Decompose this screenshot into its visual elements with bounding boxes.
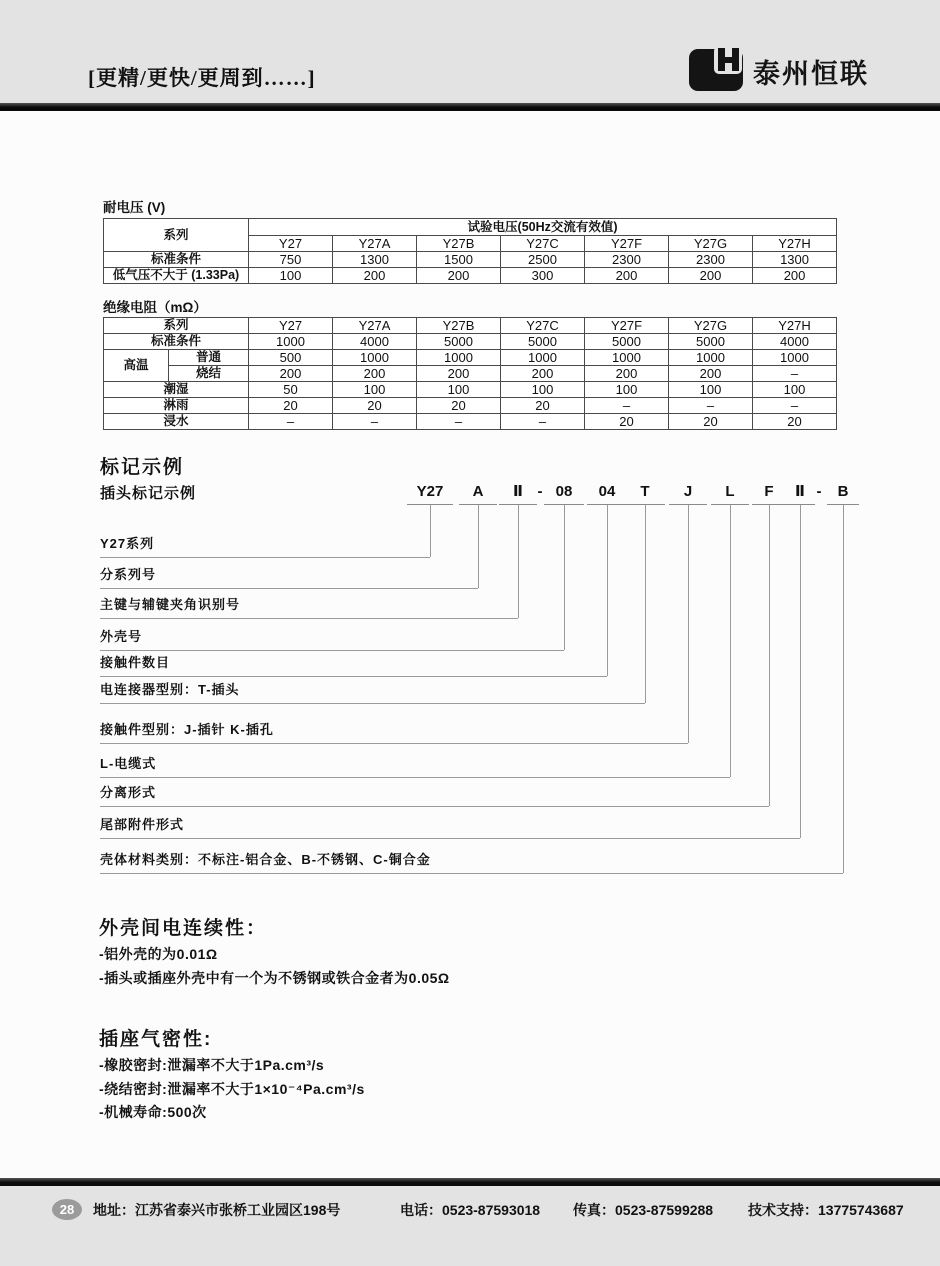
brand-name: 泰州恒联 xyxy=(753,59,869,89)
voltage-table-title: 耐电压 (V) xyxy=(103,200,166,215)
marking-code-token: Ⅱ xyxy=(499,483,537,505)
marking-connector-line xyxy=(607,505,608,676)
header-divider-bar xyxy=(0,103,940,111)
table-cell: 20 xyxy=(417,398,501,414)
table-cell: 1000 xyxy=(669,350,753,366)
table-cell: 200 xyxy=(333,366,417,382)
footer-fax: 传真：0523-87599288 xyxy=(573,1202,714,1218)
table-cell: 500 xyxy=(249,350,333,366)
table-cell: 100 xyxy=(501,382,585,398)
table-cell: 50 xyxy=(249,382,333,398)
table-cell: 200 xyxy=(417,268,501,284)
marking-connector-line xyxy=(769,505,770,806)
table-row xyxy=(104,414,837,430)
marking-connector-line xyxy=(730,505,731,777)
table-cell: 20 xyxy=(333,398,417,414)
table-cell: – xyxy=(669,398,753,414)
table-cell: 2300 xyxy=(669,252,753,268)
row-label: 标准条件 xyxy=(104,252,249,268)
marking-connector-line xyxy=(564,505,565,650)
table-cell: 200 xyxy=(249,366,333,382)
table-cell: 5000 xyxy=(417,334,501,350)
table-cell: 5000 xyxy=(501,334,585,350)
marking-label: 电连接器型别：T-插头 xyxy=(100,682,240,697)
marking-connector-line xyxy=(478,505,479,588)
footer-tech-support: 技术支持：13775743687 xyxy=(748,1202,904,1218)
marking-connector-line xyxy=(518,505,519,618)
airtightness-line: -绕结密封:泄漏率不大于1×10⁻⁴Pa.cm³/s xyxy=(99,1081,365,1097)
table-row xyxy=(104,334,837,350)
table-cell: 20 xyxy=(753,414,837,430)
row-label: 标准条件 xyxy=(104,334,249,350)
row-label: 烧结 xyxy=(169,366,249,382)
test-voltage-group-header: 试验电压(50Hz交流有效值) xyxy=(249,219,837,236)
table-cell: 1000 xyxy=(501,350,585,366)
marking-code-token: B xyxy=(827,483,859,505)
table-cell: 100 xyxy=(249,268,333,284)
row-label: 普通 xyxy=(169,350,249,366)
row-label: 淋雨 xyxy=(104,398,249,414)
marking-label: 主键与辅键夹角识别号 xyxy=(100,597,241,612)
table-cell: 1000 xyxy=(753,350,837,366)
row-label: 潮湿 xyxy=(104,382,249,398)
marking-label-row xyxy=(100,652,607,677)
marking-label: 壳体材料类别：不标注-铝合金、B-不锈钢、C-铜合金 xyxy=(100,852,431,867)
marking-label: 分离形式 xyxy=(100,785,157,800)
table-cell: 200 xyxy=(669,268,753,284)
row-group-label: 高温 xyxy=(104,350,169,382)
table-cell: 300 xyxy=(501,268,585,284)
column-header: Y27B xyxy=(417,318,501,334)
marking-label: Y27系列 xyxy=(100,536,155,551)
table-cell: 200 xyxy=(333,268,417,284)
table-cell: 100 xyxy=(333,382,417,398)
table-row xyxy=(104,382,837,398)
marking-label: 外壳号 xyxy=(100,629,143,644)
marking-code-token: J xyxy=(669,483,707,505)
marking-label-row xyxy=(100,533,430,558)
table-cell: – xyxy=(249,414,333,430)
row-label: 浸水 xyxy=(104,414,249,430)
table-cell: 200 xyxy=(753,268,837,284)
marking-code-token: Ⅱ xyxy=(785,483,815,505)
table-cell: 1000 xyxy=(249,334,333,350)
table-cell: – xyxy=(333,414,417,430)
marking-code-token: L xyxy=(711,483,749,505)
airtightness-line: -橡胶密封:泄漏率不大于1Pa.cm³/s xyxy=(99,1057,325,1073)
page-number-badge: 28 xyxy=(52,1199,82,1220)
table-cell: – xyxy=(753,366,837,382)
continuity-line: -铝外壳的为0.01Ω xyxy=(99,946,218,962)
table-cell: 200 xyxy=(585,268,669,284)
marking-label-row xyxy=(100,782,769,807)
table-cell: – xyxy=(417,414,501,430)
table-cell: 100 xyxy=(669,382,753,398)
marking-section-subheading: 插头标记示例 xyxy=(100,485,197,502)
table-cell: 200 xyxy=(585,366,669,382)
marking-label-row xyxy=(100,753,730,778)
continuity-line: -插头或插座外壳中有一个为不锈钢或铁合金者为0.05Ω xyxy=(99,970,450,986)
column-header: Y27H xyxy=(753,236,837,252)
marking-label-row xyxy=(100,849,843,874)
table-cell: 20 xyxy=(249,398,333,414)
marking-code-token: F xyxy=(752,483,786,505)
table-row xyxy=(104,398,837,414)
column-header: Y27F xyxy=(585,318,669,334)
table-cell: 750 xyxy=(249,252,333,268)
footer-address: 地址：江苏省泰兴市张桥工业园区198号 xyxy=(93,1202,341,1218)
table-row xyxy=(104,268,837,284)
table-row xyxy=(104,366,837,382)
table-cell: 20 xyxy=(585,414,669,430)
table-cell: 1000 xyxy=(333,350,417,366)
marking-code-separator: - xyxy=(816,483,822,500)
footer-phone: 电话：0523-87593018 xyxy=(400,1202,541,1218)
marking-label-row xyxy=(100,719,688,744)
marking-label: 尾部附件形式 xyxy=(100,817,185,832)
marking-label: L-电缆式 xyxy=(100,756,157,771)
marking-code-token: T xyxy=(625,483,665,505)
table-cell: 1000 xyxy=(585,350,669,366)
table-cell: 4000 xyxy=(333,334,417,350)
table-cell: 4000 xyxy=(753,334,837,350)
marking-label-row xyxy=(100,679,645,704)
table-cell: 2300 xyxy=(585,252,669,268)
column-header: Y27C xyxy=(501,236,585,252)
marking-code-token: 04 xyxy=(587,483,627,505)
table-cell: 1300 xyxy=(753,252,837,268)
table-cell: 20 xyxy=(501,398,585,414)
table-cell: 1500 xyxy=(417,252,501,268)
table-cell: – xyxy=(753,398,837,414)
marking-label-row xyxy=(100,594,518,619)
column-header: Y27 xyxy=(249,236,333,252)
company-logo xyxy=(688,46,869,97)
airtightness-heading: 插座气密性: xyxy=(99,1029,213,1050)
marking-label-row xyxy=(100,564,478,589)
voltage-table xyxy=(103,218,837,284)
table-cell: 100 xyxy=(753,382,837,398)
marking-label-row xyxy=(100,626,564,651)
table-cell: 200 xyxy=(417,366,501,382)
column-header: Y27B xyxy=(417,236,501,252)
marking-label: 接触件型别：J-插针 K-插孔 xyxy=(100,722,274,737)
series-header-cell: 系列 xyxy=(104,318,249,334)
column-header: Y27A xyxy=(333,236,417,252)
marking-connector-line xyxy=(843,505,844,873)
marking-label: 分系列号 xyxy=(100,567,157,582)
marking-section-heading: 标记示例 xyxy=(100,457,185,478)
marking-code-token: A xyxy=(459,483,497,505)
column-header: Y27F xyxy=(585,236,669,252)
resistance-table-title: 绝缘电阻（mΩ） xyxy=(103,300,207,315)
marking-label-row xyxy=(100,814,800,839)
marking-code-separator: - xyxy=(537,483,543,500)
marking-connector-line xyxy=(688,505,689,743)
marking-connector-line xyxy=(645,505,646,703)
column-header: Y27 xyxy=(249,318,333,334)
column-header: Y27G xyxy=(669,318,753,334)
table-cell: 200 xyxy=(669,366,753,382)
table-row xyxy=(104,350,837,366)
table-cell: 20 xyxy=(669,414,753,430)
resistance-table xyxy=(103,317,837,430)
header-slogan: [更精/更快/更周到……] xyxy=(88,66,316,90)
table-cell: 100 xyxy=(417,382,501,398)
table-cell: 1300 xyxy=(333,252,417,268)
airtightness-line: -机械寿命:500次 xyxy=(99,1104,207,1120)
lh-logo-icon xyxy=(688,46,745,97)
table-cell: 2500 xyxy=(501,252,585,268)
marking-connector-line xyxy=(800,505,801,838)
series-header-cell: 系列 xyxy=(104,219,249,252)
row-label: 低气压不大于 (1.33Pa) xyxy=(104,268,249,284)
continuity-heading: 外壳间电连续性： xyxy=(99,918,268,939)
marking-connector-line xyxy=(430,505,431,557)
table-cell: 5000 xyxy=(669,334,753,350)
table-cell: 200 xyxy=(501,366,585,382)
table-cell: – xyxy=(585,398,669,414)
table-cell: 100 xyxy=(585,382,669,398)
column-header: Y27C xyxy=(501,318,585,334)
table-cell: 1000 xyxy=(417,350,501,366)
marking-code-token: 08 xyxy=(544,483,584,505)
table-cell: – xyxy=(501,414,585,430)
marking-code-token: Y27 xyxy=(407,483,453,505)
footer-divider-bar xyxy=(0,1178,940,1186)
table-row xyxy=(104,252,837,268)
column-header: Y27A xyxy=(333,318,417,334)
column-header: Y27H xyxy=(753,318,837,334)
marking-label: 接触件数目 xyxy=(100,655,171,670)
column-header: Y27G xyxy=(669,236,753,252)
table-cell: 5000 xyxy=(585,334,669,350)
